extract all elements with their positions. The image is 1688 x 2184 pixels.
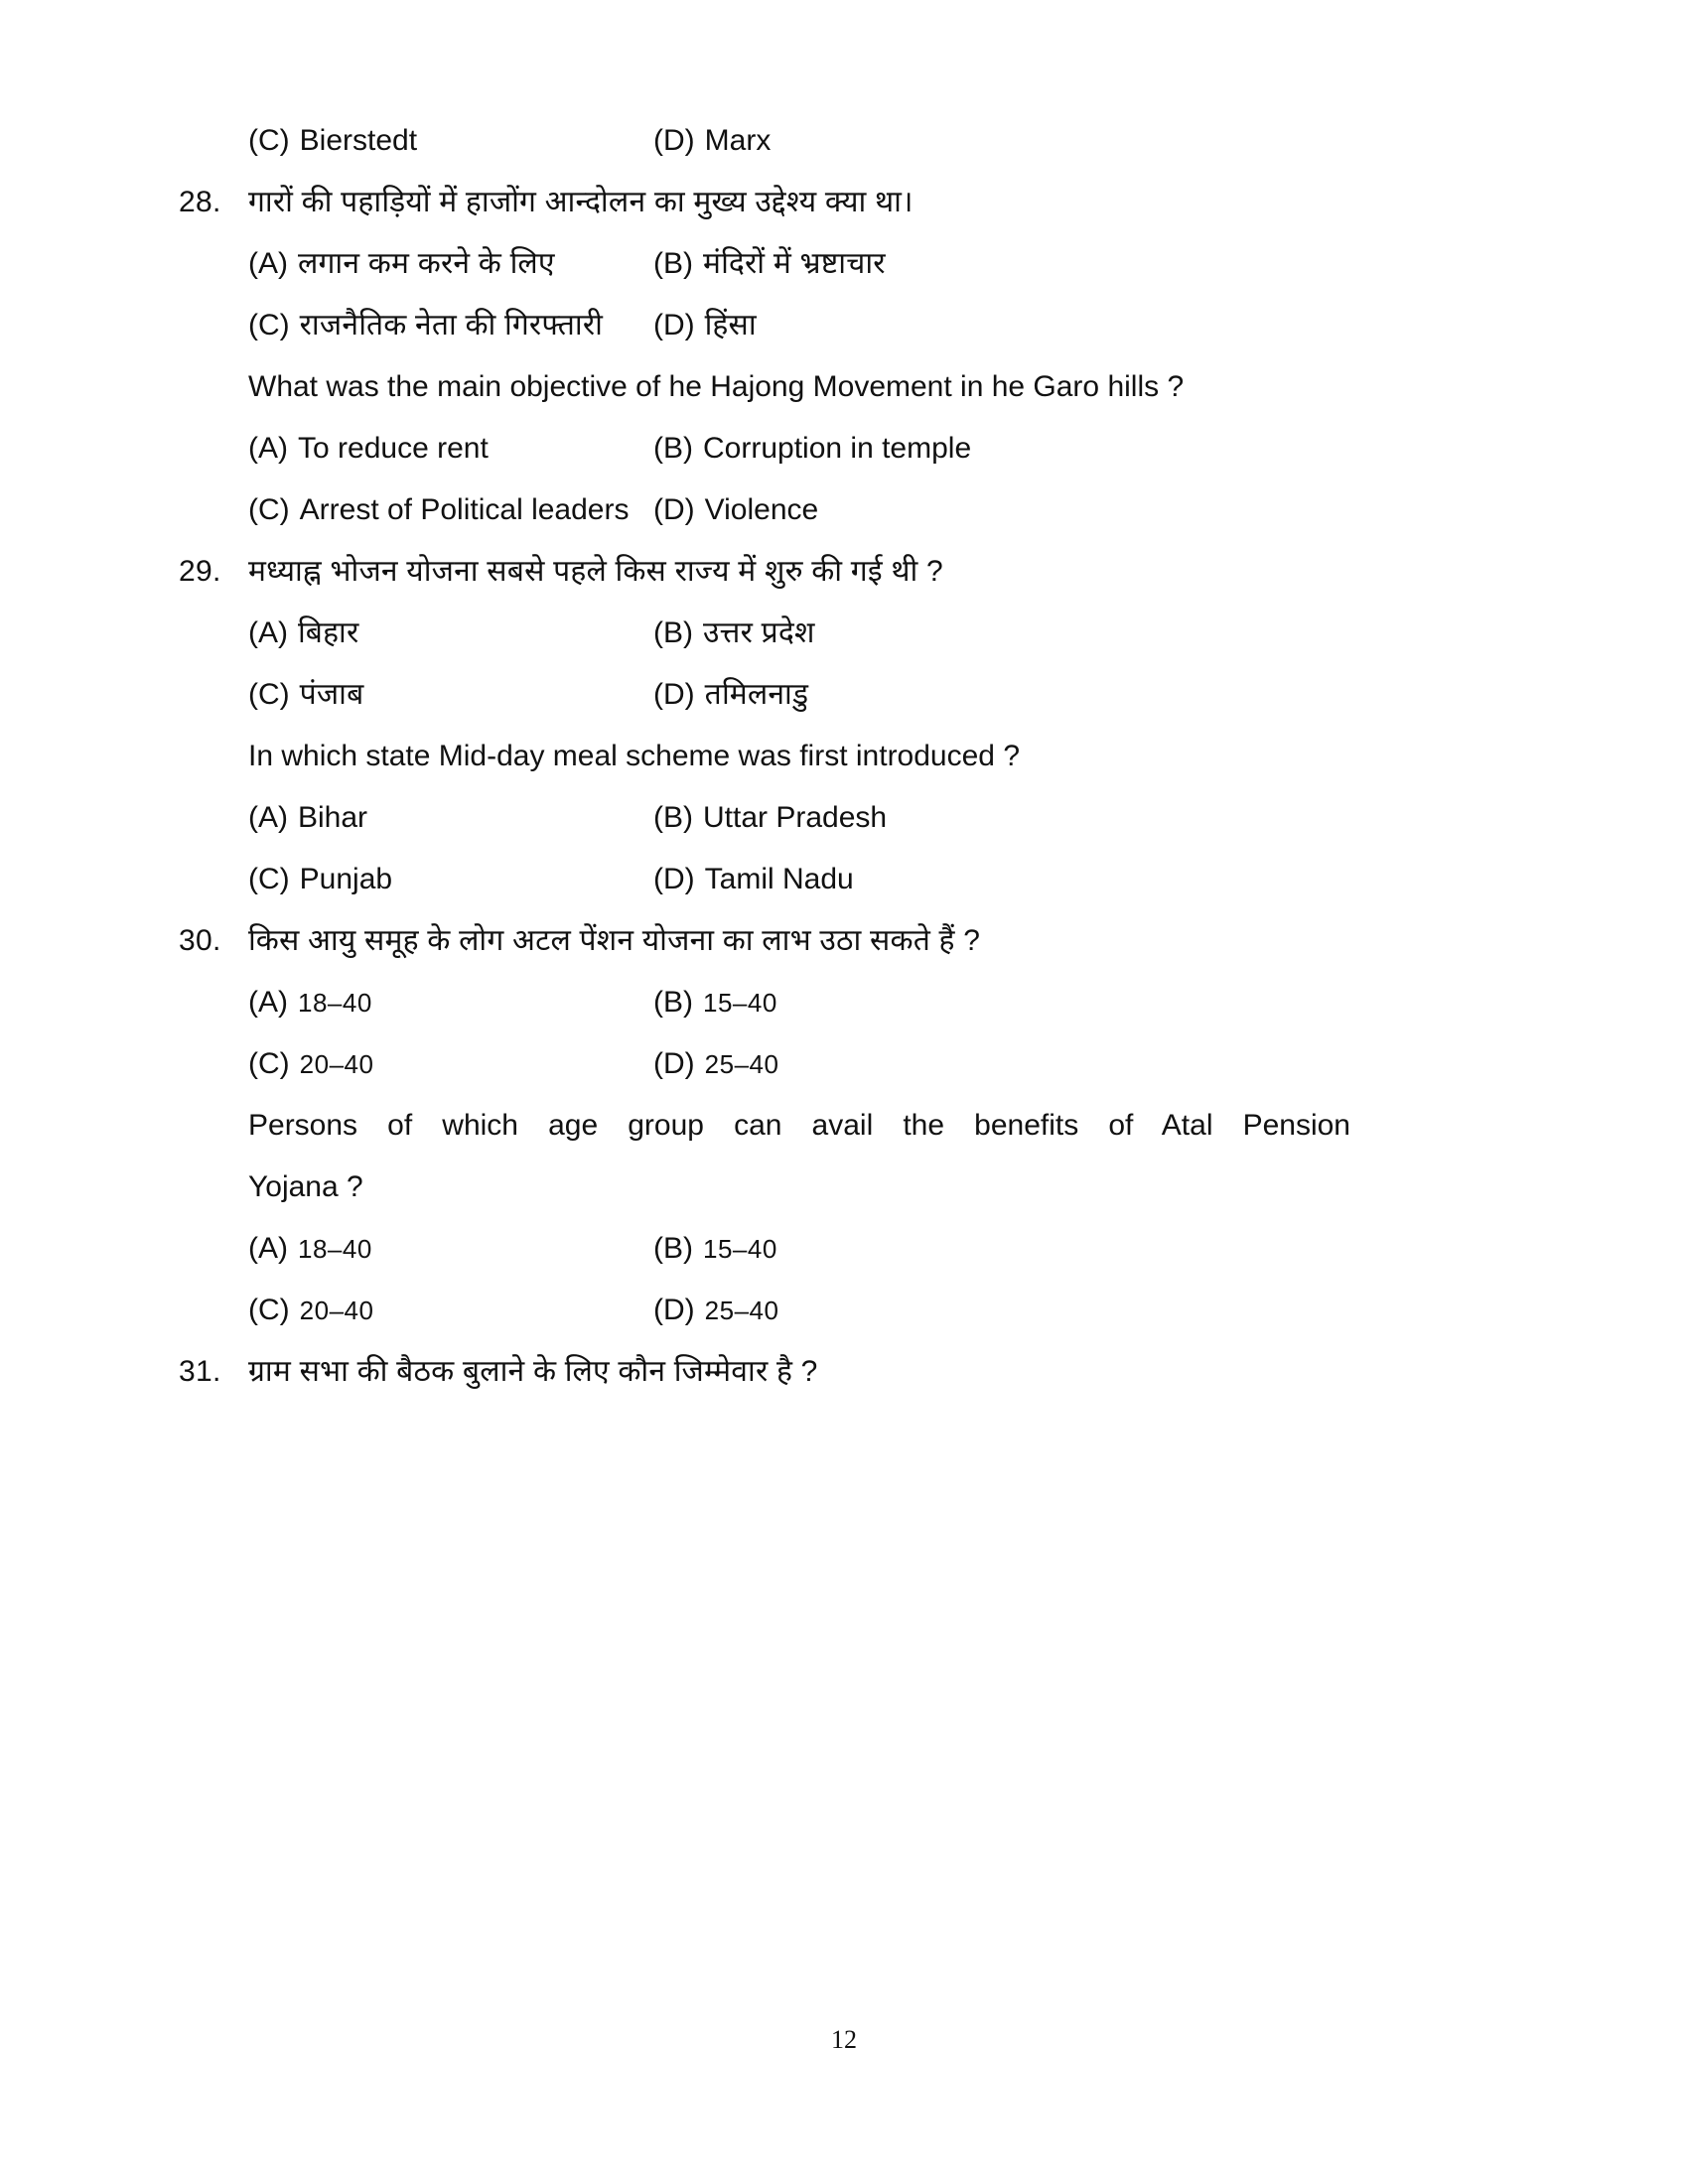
question-29-hindi-option-d [653,673,1350,717]
option-d-text: हिंसा [704,309,757,341]
option-b-label: (B) [653,247,693,280]
option-d-label: (D) [653,493,695,526]
option-a-text: लगान कम करने के लिए [298,247,555,280]
question-28-hindi-option-d [653,304,1350,347]
question-28-english-options-row1 [248,427,1350,471]
question-30 [179,919,1350,1332]
question-29-english-options-row1 [248,796,1350,840]
question-30-number: 30. [179,924,221,957]
option-a-label: (A) [248,1232,288,1265]
option-b-text: Corruption in temple [703,432,972,465]
option-c-text: 20–40 [299,1049,374,1079]
question-28-stem-english [248,365,1350,409]
question-28 [179,181,1350,532]
question-29-english-option-a [248,796,653,840]
question-30-hindi-option-d [653,1042,1350,1086]
option-c [248,119,653,163]
question-29-english-options-row2 [248,858,1350,901]
question-30-hindi-option-c [248,1042,653,1086]
question-30-hindi-options-row1 [248,981,1350,1024]
option-d [653,119,1350,163]
option-d-label: (D) [653,1047,695,1080]
option-c-label: (C) [248,1294,290,1326]
question-30-english-options-row1 [248,1227,1350,1271]
option-d-text: 25–40 [704,1296,779,1325]
question-30-english-option-b [653,1227,1350,1271]
question-30-stem-hindi [179,919,1350,963]
option-b-label: (B) [653,986,693,1019]
option-a-label: (A) [248,247,288,280]
question-31-hindi-text: ग्राम सभा की बैठक बुलाने के लिए कौन जिम्मेवार है ? [248,1355,818,1388]
question-29-hindi-option-b [653,612,1350,655]
option-a-label: (A) [248,432,288,465]
question-30-stem-english-line1 [248,1104,1350,1148]
option-c-text: 20–40 [299,1296,374,1325]
question-28-number: 28. [179,186,221,218]
question-29-hindi-option-c [248,673,653,717]
question-29-english-option-c [248,858,653,901]
question-30-english-option-a [248,1227,653,1271]
option-c-text: पंजाब [299,678,364,711]
option-d-text: 25–40 [704,1049,779,1079]
option-d-label: (D) [653,1294,695,1326]
option-b-text: 15–40 [703,1234,777,1264]
page-number-footer: 12 [831,2025,857,2054]
page-content [179,119,1350,1394]
question-30-english-text-line2: Yojana ? [248,1170,363,1203]
question-28-hindi-options-row2 [248,304,1350,347]
question-30-stem-english-line2 [248,1165,1350,1209]
question-29-english-option-b [653,796,1350,840]
question-30-english-options-row2 [248,1289,1350,1332]
question-29-stem-english [248,735,1350,778]
option-d-text: Marx [704,124,772,157]
question-28-stem-hindi [179,181,1350,224]
option-b-label: (B) [653,616,693,649]
option-d-text: तमिलनाडु [704,678,809,711]
question-28-english-option-c [248,488,653,532]
question-29-hindi-option-a [248,612,653,655]
question-31-stem-hindi [179,1350,1350,1394]
option-b-label: (B) [653,801,693,834]
option-b-text: उत्तर प्रदेश [703,616,815,649]
question-29-hindi-options-row1 [248,612,1350,655]
question-28-hindi-option-c [248,304,653,347]
option-b-text: 15–40 [703,988,777,1018]
question-30-hindi-option-a [248,981,653,1024]
option-c-text: राजनैतिक नेता की गिरफ्तारी [299,309,604,341]
option-d-text: Tamil Nadu [704,863,854,895]
question-30-hindi-option-b [653,981,1350,1024]
option-c-text: Arrest of Political leaders [299,493,630,526]
question-29-stem-hindi [179,550,1350,594]
question-29-english-option-d [653,858,1350,901]
option-b-text: मंदिरों में भ्रष्टाचार [703,247,886,280]
option-d-label: (D) [653,309,695,341]
option-a-text: 18–40 [298,988,372,1018]
option-a-text: बिहार [298,616,359,649]
question-28-english-option-b [653,427,1350,471]
option-a-label: (A) [248,616,288,649]
question-31 [179,1350,1350,1394]
option-a-label: (A) [248,801,288,834]
question-28-hindi-option-b [653,242,1350,286]
question-30-english-option-d [653,1289,1350,1332]
option-c-label: (C) [248,124,290,157]
option-c-label: (C) [248,493,290,526]
option-d-label: (D) [653,124,695,157]
question-28-hindi-option-a [248,242,653,286]
question-30-english-text-line1: Persons of which age group can avail the benefits of Atal Pension [248,1109,1350,1142]
question-29-hindi-options-row2 [248,673,1350,717]
question-29-hindi-text: मध्याह्न भोजन योजना सबसे पहले किस राज्य में शुरु की गई थी ? [248,555,943,588]
question-28-english-option-d [653,488,1350,532]
option-b-label: (B) [653,1232,693,1265]
option-c-label: (C) [248,863,290,895]
option-a-text: Bihar [298,801,368,834]
option-c-label: (C) [248,309,290,341]
carryover-options-row [248,119,1350,163]
question-28-hindi-text: गारों की पहाड़ियों में हाजोंग आन्दोलन का मुख्य उद्देश्य क्या था। [248,186,914,218]
option-a-label: (A) [248,986,288,1019]
question-29-number: 29. [179,555,221,588]
option-c-label: (C) [248,1047,290,1080]
question-28-english-options-row2 [248,488,1350,532]
question-30-hindi-options-row2 [248,1042,1350,1086]
question-30-hindi-text: किस आयु समूह के लोग अटल पेंशन योजना का लाभ उठा सकते हैं ? [248,924,981,957]
option-a-text: 18–40 [298,1234,372,1264]
option-c-text: Punjab [299,863,393,895]
question-29 [179,550,1350,901]
option-b-label: (B) [653,432,693,465]
question-28-hindi-options-row1 [248,242,1350,286]
option-d-label: (D) [653,678,695,711]
option-c-label: (C) [248,678,290,711]
question-28-english-option-a [248,427,653,471]
question-30-english-option-c [248,1289,653,1332]
option-a-text: To reduce rent [298,432,489,465]
option-d-label: (D) [653,863,695,895]
option-b-text: Uttar Pradesh [703,801,888,834]
option-d-text: Violence [704,493,819,526]
question-28-english-text: What was the main objective of he Hajong Movement in he Garo hills ? [248,370,1185,403]
question-31-number: 31. [179,1355,221,1388]
option-c-text: Bierstedt [299,124,418,157]
question-29-english-text: In which state Mid-day meal scheme was first introduced ? [248,740,1020,772]
